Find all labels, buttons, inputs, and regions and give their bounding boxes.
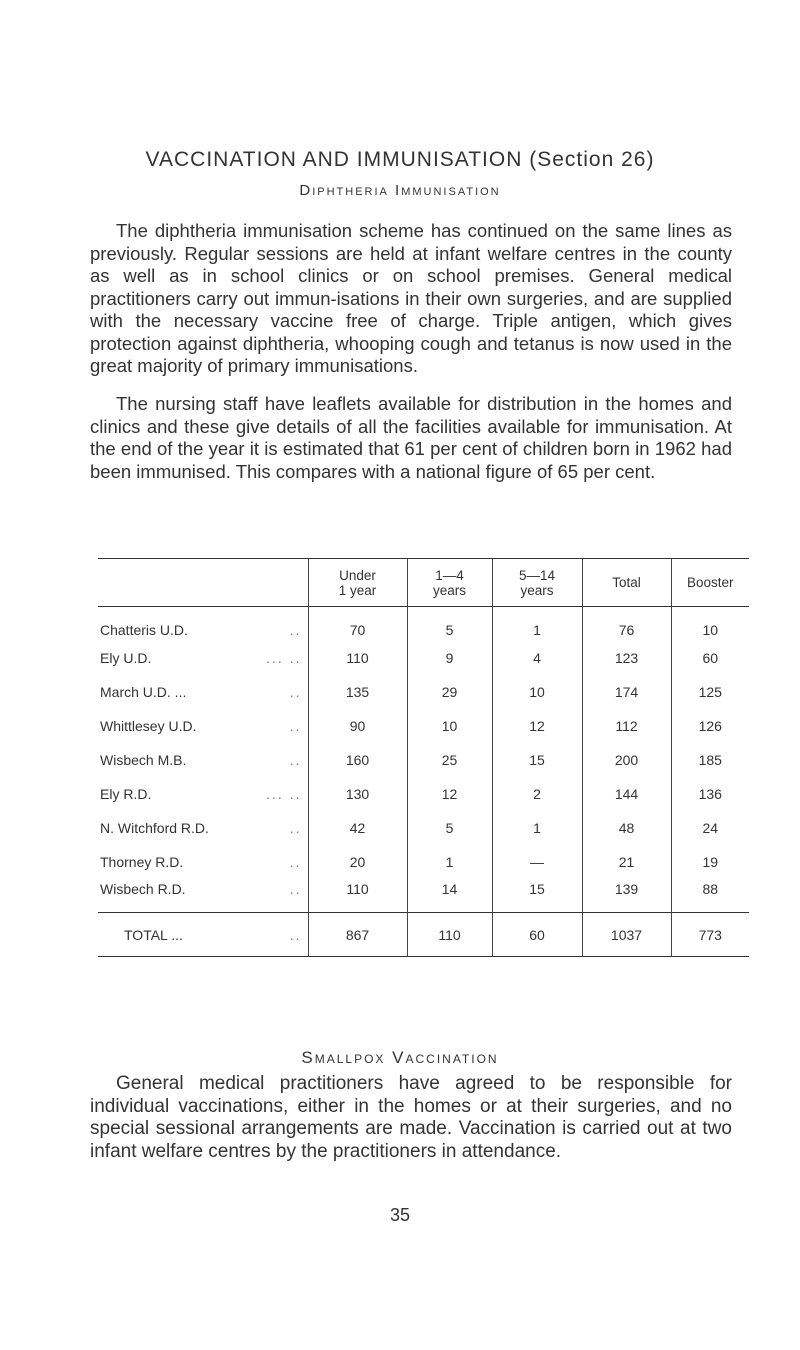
row-value: 110 [308,879,407,913]
diphtheria-paragraph-2: The nursing staff have leaflets available for distribution in the homes and clinics and these give details of all the facilities available for immunisation. At the end of the year it is estimated that 61 per cent of children born in 1962 had been immunised. This compares with a national figure of 65 per cent. [90,393,732,482]
row-value: 174 [582,675,671,709]
diphtheria-paragraph-1: The diphtheria immunisation scheme has continued on the same lines as previously. Regular sessions are held at infant welfare centres in the county as well as in school clinics or on school premises. General medical practitioners carry out immun-isations in their own surgeries, and are supplied with the necessary vaccine free of charge. Triple antigen, which gives protection against diphtheria, whooping cough and tetanus is now used in the great majority of primary immunisations. [90,220,732,376]
total-booster: 773 [671,913,749,957]
row-value: 14 [407,879,492,913]
row-label: Thorney R.D. .. [100,853,302,870]
table-row [98,641,749,675]
header-area [98,559,308,607]
row-value: 24 [671,811,749,845]
row-label: Wisbech M.B. .. [100,751,302,768]
row-value: 2 [492,777,582,811]
table-row [98,879,749,913]
page-title: VACCINATION AND IMMUNISATION (Section 26) [145,148,655,171]
table-row [98,845,749,879]
row-value: 4 [492,641,582,675]
row-label: Whittlesey U.D. .. [100,717,302,734]
row-value: 25 [407,743,492,777]
row-value: 10 [407,709,492,743]
immunisation-table [98,558,749,957]
row-label: Chatteris U.D. .. [100,621,302,638]
row-value: 15 [492,879,582,913]
row-value: 9 [407,641,492,675]
header-1-4-years: 1—4 years [407,559,492,607]
row-value: 70 [308,607,407,641]
row-label: March U.D. ... .. [100,683,302,700]
row-value: 1 [492,607,582,641]
table-row [98,675,749,709]
header-booster: Booster [671,559,749,607]
row-value: 135 [308,675,407,709]
row-value: 123 [582,641,671,675]
page-number: 35 [389,1205,411,1225]
row-value: 5 [407,607,492,641]
row-value: 144 [582,777,671,811]
row-value: 200 [582,743,671,777]
row-value: 126 [671,709,749,743]
row-value: 42 [308,811,407,845]
table-header-row [98,559,749,607]
row-value: 90 [308,709,407,743]
row-value: 112 [582,709,671,743]
row-label: Wisbech R.D. .. [100,881,302,898]
table-total-row [98,913,749,957]
row-label: Ely U.D. ... .. [100,649,302,666]
row-label: Ely R.D. ... .. [100,785,302,802]
total-1-4: 110 [407,913,492,957]
table-row [98,607,749,641]
row-value: 1 [407,845,492,879]
row-value: 88 [671,879,749,913]
row-value: 19 [671,845,749,879]
table-row [98,709,749,743]
row-value: 110 [308,641,407,675]
smallpox-paragraph: General medical practitioners have agreed to be responsible for individual vaccinations, either in the homes or at their surgeries, and no special sessional arrangements are made. Vaccination is carried out at two infant welfare centres by the practitioners in attendance. [90,1073,732,1162]
diphtheria-heading: Diphtheria Immunisation [299,182,501,199]
row-value: 12 [407,777,492,811]
table-row [98,811,749,845]
total-total: 1037 [582,913,671,957]
total-label: TOTAL ... .. [98,913,308,957]
table-row [98,777,749,811]
row-value: 15 [492,743,582,777]
row-value: 125 [671,675,749,709]
smallpox-heading: Smallpox Vaccination [301,1048,499,1067]
total-under-1: 867 [308,913,407,957]
row-value: 20 [308,845,407,879]
row-value: 10 [671,607,749,641]
row-value: 185 [671,743,749,777]
table-row [98,743,749,777]
total-5-14: 60 [492,913,582,957]
row-value: 139 [582,879,671,913]
row-value: 60 [671,641,749,675]
row-value: 21 [582,845,671,879]
row-value: 160 [308,743,407,777]
row-value: 12 [492,709,582,743]
header-5-14-years: 5—14 years [492,559,582,607]
row-value: — [492,845,582,879]
row-value: 1 [492,811,582,845]
row-value: 130 [308,777,407,811]
row-value: 136 [671,777,749,811]
row-value: 5 [407,811,492,845]
row-value: 29 [407,675,492,709]
header-total: Total [582,559,671,607]
row-label: N. Witchford R.D. .. [100,819,302,836]
header-under-1-year: Under 1 year [308,559,407,607]
row-value: 10 [492,675,582,709]
row-value: 48 [582,811,671,845]
row-value: 76 [582,607,671,641]
